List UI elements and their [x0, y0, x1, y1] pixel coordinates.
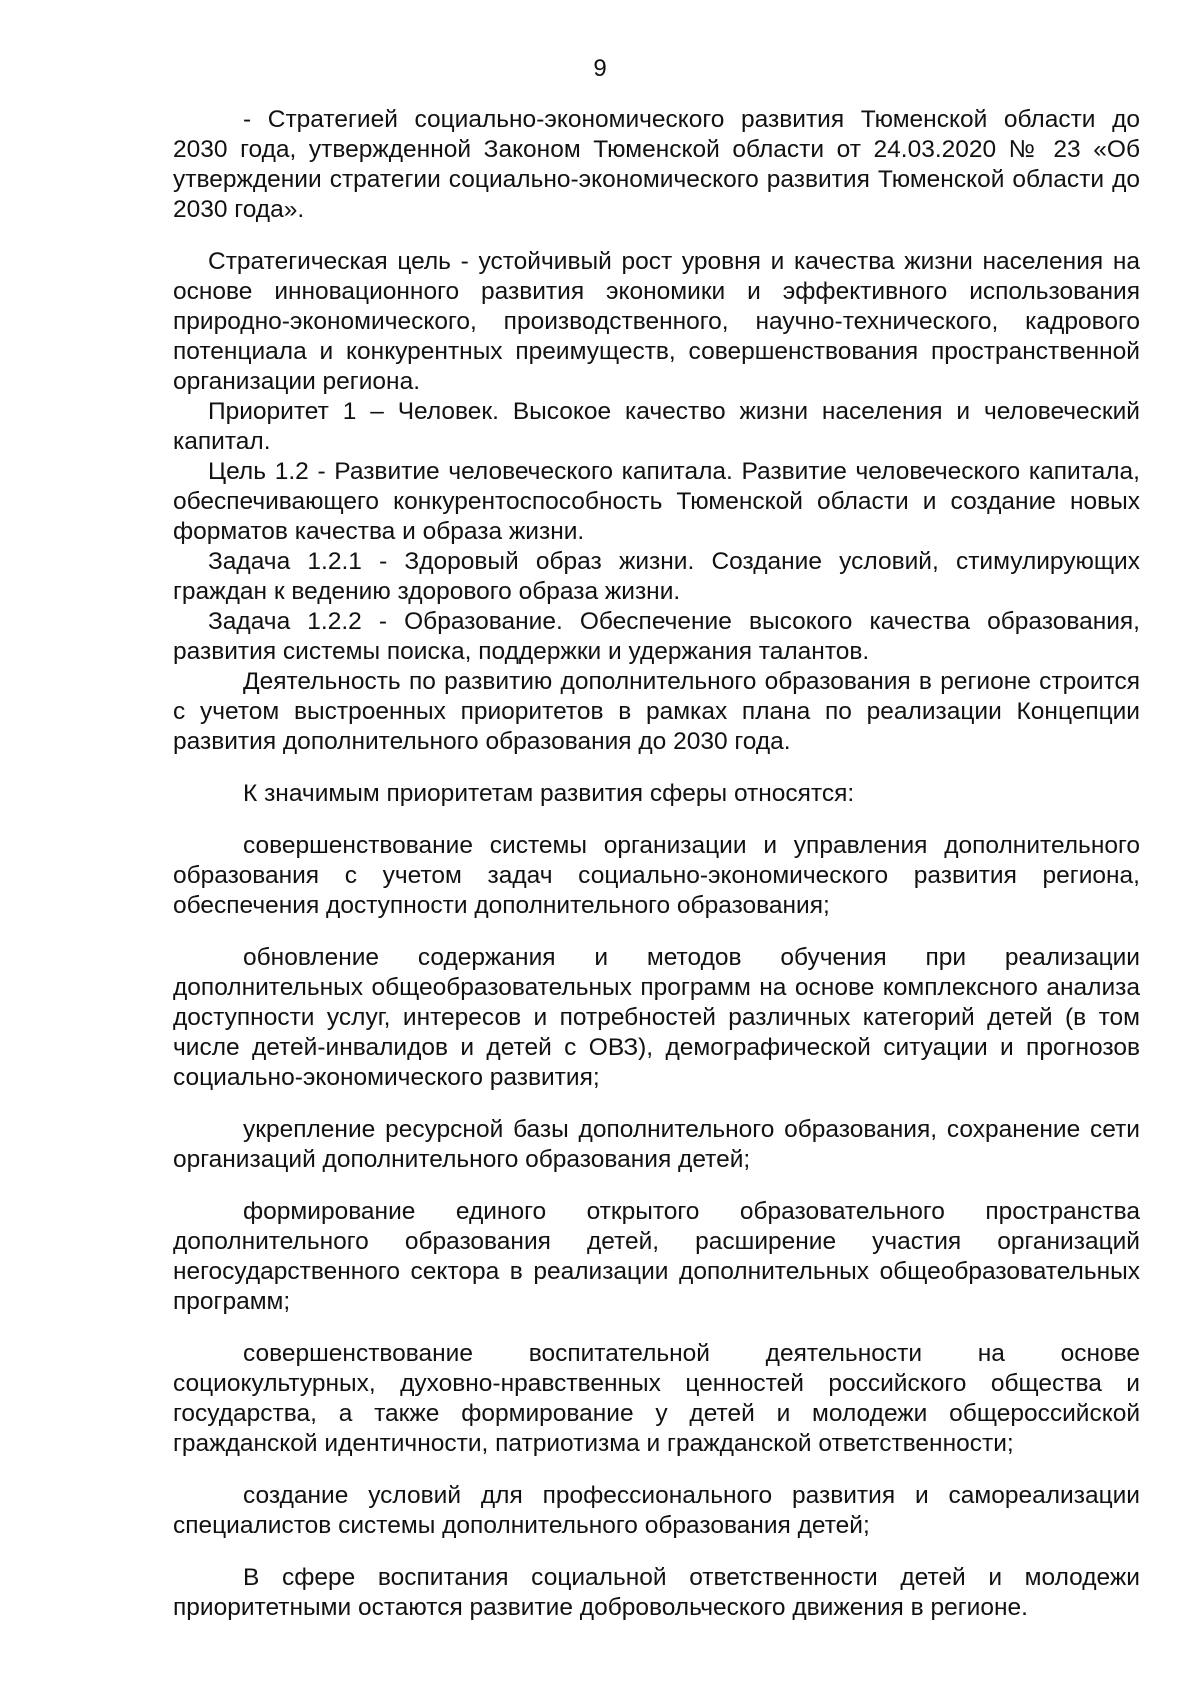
paragraph-activity: Деятельность по развитию дополнительного образования в регионе строится с учетом выстроенных приоритетов в рамках плана по реализации Концепции развития дополнительного образования до 2030 года. [173, 668, 1140, 755]
paragraph-priority-1: Приоритет 1 – Человек. Высокое качество жизни населения и человеческий капитал. [173, 398, 1140, 455]
paragraph-priorities-intro: К значимым приоритетам развития сферы относятся: [243, 780, 855, 807]
list-item-content-update: обновление содержания и методов обучения при реализации дополнительных общеобразовательных программ на основе комплексного анализа доступности услуг, интересов и потребностей различных категорий детей (в том числе детей-инвалидов и детей с ОВЗ), демографической ситуации и прогнозов социально-экономического развития; [173, 944, 1140, 1091]
paragraph-task-1-2-2: Задача 1.2.2 - Образование. Обеспечение высокого качества образования, развития системы поиска, поддержки и удержания талантов. [173, 608, 1140, 665]
paragraph-volunteer-movement: В сфере воспитания социальной ответственности детей и молодежи приоритетными остаются развитие добровольческого движения в регионе. [173, 1564, 1140, 1621]
list-item-upbringing: совершенствование воспитательной деятельности на основе социокультурных, духовно-нравственных ценностей российского общества и государства, а также формирование у детей и молодежи общероссийской гражданской идентичности, патриотизма и гражданской ответственности; [173, 1340, 1140, 1457]
list-item-system-improvement: совершенствование системы организации и управления дополнительного образования с учетом задач социально-экономического развития региона, обеспечения доступности дополнительного образования; [173, 832, 1140, 919]
document-body [173, 105, 1140, 1623]
paragraph-strategy-reference: - Стратегией социально-экономического развития Тюменской области до 2030 года, утвержденной Законом Тюменской области от 24.03.2020 № 23 «Об утверждении стратегии социально-экономического развития Тюменской области до 2030 года». [173, 106, 1140, 223]
paragraph-goal-1-2: Цель 1.2 - Развитие человеческого капитала. Развитие человеческого капитала, обеспечивающего конкурентоспособность Тюменской области и создание новых форматов качества и образа жизни. [173, 458, 1140, 545]
paragraph-task-1-2-1: Задача 1.2.1 - Здоровый образ жизни. Создание условий, стимулирующих граждан к ведению здорового образа жизни. [173, 548, 1140, 605]
page-number: 9 [593, 55, 607, 82]
list-item-resource-base: укрепление ресурсной базы дополнительного образования, сохранение сети организаций дополнительного образования детей; [173, 1116, 1140, 1173]
list-item-open-space: формирование единого открытого образовательного пространства дополнительного образования детей, расширение участия организаций негосударственного сектора в реализации дополнительных общеобразовательных программ; [173, 1198, 1140, 1315]
paragraph-strategic-goal: Стратегическая цель - устойчивый рост уровня и качества жизни населения на основе инновационного развития экономики и эффективного использования природно-экономического, производственного, научно-технического, кадрового потенциала и конкурентных преимуществ, совершенствования пространственной организации региона. [173, 248, 1140, 395]
list-item-professional-development: создание условий для профессионального развития и самореализации специалистов системы дополнительного образования детей; [173, 1482, 1140, 1539]
